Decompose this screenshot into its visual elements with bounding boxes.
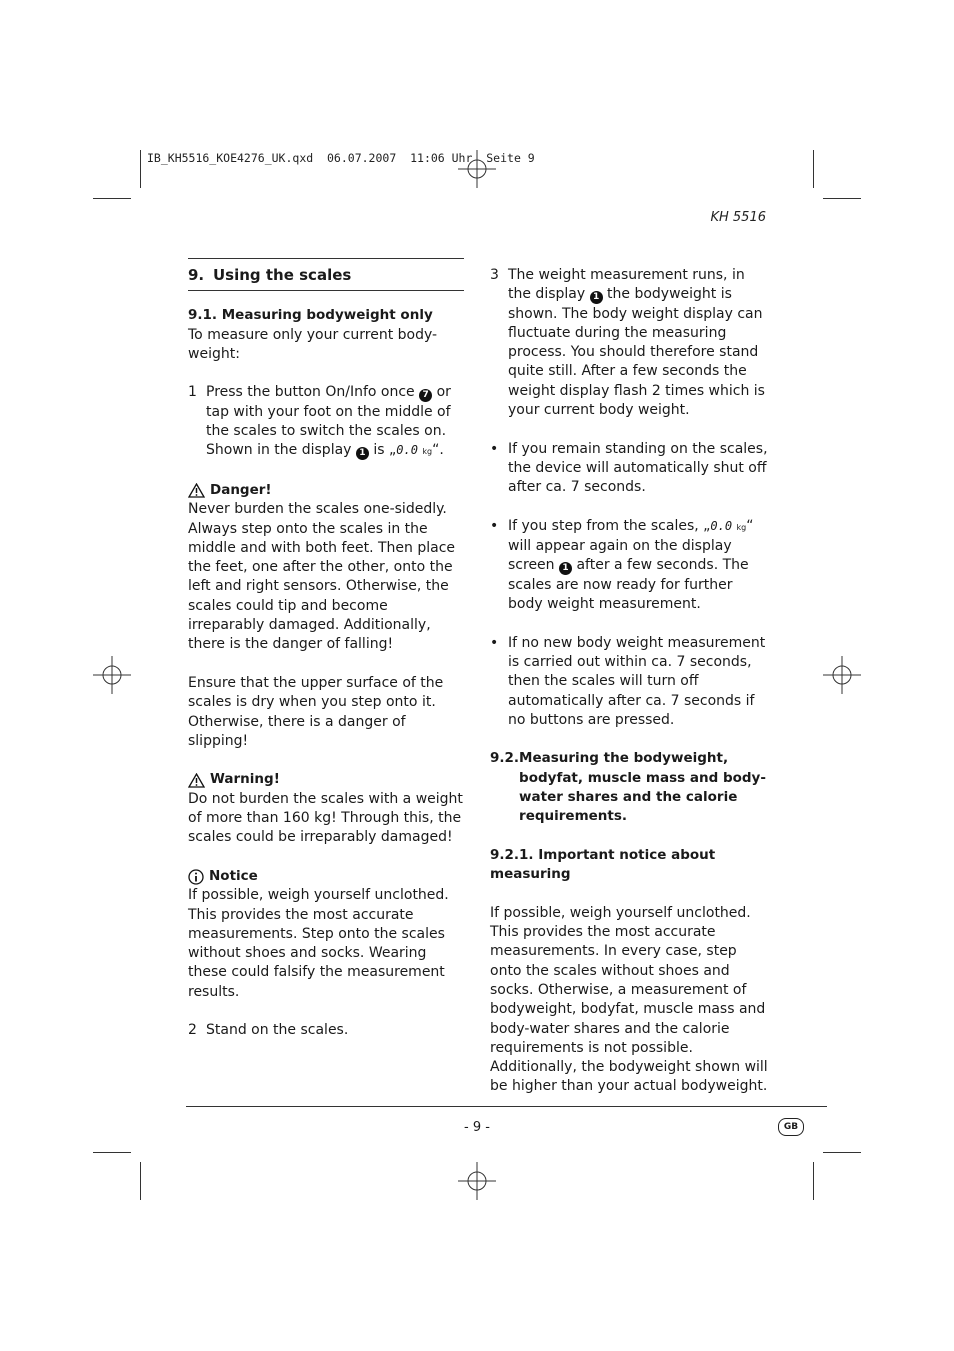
crop-mark — [93, 1152, 131, 1153]
section-title: Using the scales — [213, 266, 352, 284]
list-item: • If you step from the scales, „0.0 kg“ will appear again on the display screen 1 after a few seconds. The scales are now ready for further body weight measurement. — [490, 517, 768, 614]
callout-1-icon: 1 — [590, 291, 603, 304]
bullet-icon: • — [490, 440, 499, 457]
registration-mark-icon — [93, 656, 131, 694]
model-number: KH 5516 — [710, 210, 766, 225]
subsubsection-heading: 9.2.1. Important notice about measuring — [490, 846, 716, 883]
warning-text: Do not burden the scales with a weight of more than 160 kg! Through this, the scales could be irreparably damaged! — [188, 790, 463, 846]
crop-mark — [140, 1162, 141, 1200]
step-number: 3 — [490, 267, 499, 283]
lcd-reading: 0.0 — [396, 443, 418, 458]
danger-text-2: Ensure that the upper surface of the scales is dry when you step onto it. Otherwise, there is a danger of slipping! — [188, 674, 444, 749]
crop-mark — [813, 150, 814, 188]
list-item: • If no new body weight measurement is carried out within ca. 7 seconds, then the scales will turn off automatically after ca. 7 seconds if no buttons are pressed. — [490, 634, 768, 730]
left-column — [188, 258, 464, 1041]
warning-heading: Warning! — [188, 770, 464, 789]
bullet-icon: • — [490, 517, 499, 534]
warning-triangle-icon — [188, 483, 205, 498]
body-text: If possible, weigh yourself unclothed. This provides the most accurate measurements. In every case, step onto the scales without shoes and socks. Otherwise, a measurement of bodyweight, bodyfat, muscle mass and body-water shares and the calorie requirements is not possible. Additionally, the bodyweight shown will be higher than your actual bodyweight. — [490, 904, 768, 1095]
notice-heading: Notice — [188, 867, 464, 886]
registration-mark-icon — [823, 656, 861, 694]
registration-mark-icon — [458, 150, 496, 188]
step-text: The weight measurement runs, in the display 1 the bodyweight is shown. The body weight display can fluctuate during the measuring process. You should therefore stand quite still. After a few seconds the weight display flash 2 times which is your current body weight. — [508, 267, 765, 419]
bullet-icon: • — [490, 634, 499, 651]
subsection-heading: 9.2. Measuring the bodyweight, bodyfat, muscle mass and body-water shares and the calorie requirements. — [490, 750, 766, 825]
section-number: 9. — [188, 266, 205, 284]
notice-text: If possible, weigh yourself unclothed. This provides the most accurate measurements. Step onto the scales without shoes and socks. Wearing these could falsify the measurement results. — [188, 887, 449, 1000]
crop-mark — [823, 198, 861, 199]
footer-rule — [186, 1106, 827, 1107]
step-3 — [490, 266, 768, 420]
crop-mark — [813, 1162, 814, 1200]
language-badge: GB — [778, 1118, 804, 1136]
warning-triangle-icon — [188, 773, 205, 788]
callout-1-icon: 1 — [356, 447, 369, 460]
page-number: - 9 - — [464, 1120, 490, 1135]
crop-mark — [823, 1152, 861, 1153]
step-2 — [188, 1021, 464, 1040]
lcd-reading: 0.0 — [710, 518, 733, 533]
step-text: Stand on the scales. — [206, 1022, 349, 1039]
registration-mark-icon — [458, 1162, 496, 1200]
step-number: 1 — [188, 384, 197, 401]
callout-1-icon: 1 — [559, 562, 572, 575]
step-text: Press the button On/Info once 7 or tap with your foot on the middle of the scales to switch the scales on. Shown in the display 1 is „0.0 kg“. — [206, 384, 451, 459]
print-slug: IB_KH5516_KOE4276_UK.qxd 06.07.2007 11:06 Uhr Seite 9 — [147, 151, 535, 165]
crop-mark — [93, 198, 131, 199]
section-heading — [188, 258, 464, 291]
step-number: 2 — [188, 1022, 197, 1039]
danger-heading: Danger! — [188, 481, 464, 500]
callout-7-icon: 7 — [419, 389, 432, 402]
info-icon — [188, 869, 204, 885]
right-column — [490, 266, 768, 1097]
crop-mark — [140, 150, 141, 188]
subsection-heading: 9.1. Measuring bodyweight only — [188, 307, 433, 324]
intro-text: To measure only your current body-weight: — [188, 326, 438, 362]
danger-text: Never burden the scales one-sidedly. Always step onto the scales in the middle and with both feet. Then place the feet, one after the other, onto the left and right sensors. Otherwise, the scales could tip and become irreparably damaged. Additionally, there is the danger of falling! — [188, 501, 456, 653]
step-1 — [188, 383, 464, 461]
list-item: • If you remain standing on the scales, the device will automatically shut off after ca. 7 seconds. — [490, 440, 768, 498]
